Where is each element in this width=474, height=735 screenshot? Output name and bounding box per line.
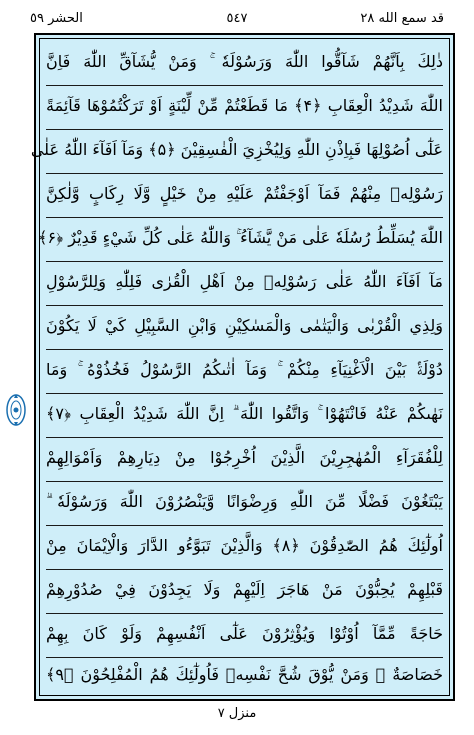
text-line: قَبْلِهِمْ يُحِبُّوْنَ مَنْ هَاجَرَ اِلَيْهِمْ وَلَا يَجِدُوْنَ فِيْ صُدُوْرِهِمْ <box>46 567 443 614</box>
text-line: خَصَاصَةٌ ۗ وَمَنْ يُّوْقَ شُحَّ نَفْسِهٖ فَاُولٰٓئِكَ هُمُ الْمُفْلِحُوْنَ ﴿۹﴾ <box>46 665 443 684</box>
page-number: ٥٤٧ <box>226 11 248 26</box>
text-line: مَآ اَفَآءَ اللّٰهُ عَلٰى رَسُوْلِهٖ مِنْ اَهْلِ الْقُرٰى فَلِلّٰهِ وَلِلرَّسُوْلِ <box>46 259 443 306</box>
hizb-marker-icon <box>4 392 28 428</box>
text-frame-inner <box>30 38 450 696</box>
text-line: اللّٰهَ شَدِيْدُ الْعِقَابِ ﴿۴﴾ مَا قَطَعْتُمْ مِّنْ لِّيْنَةٍ اَوْ تَرَكْتُمُوْهَا قَآئِمَةً <box>46 83 443 130</box>
page-header <box>30 8 444 30</box>
text-line: دُوْلَةًۢ بَيْنَ الْاَغْنِيَآءِ مِنْكُمْ ۚ وَمَآ اٰتٰىكُمُ الرَّسُوْلُ فَخُذُوْهُ ۚ وَمَا <box>46 347 443 394</box>
manzil-label: منزل ٧ <box>217 706 257 721</box>
text-line: اُولٰٓئِكَ هُمُ الصّٰدِقُوْنَ ﴿۸﴾ وَالَّذِيْنَ تَبَوَّءُو الدَّارَ وَالْاِيْمَانَ مِنْ <box>46 523 443 570</box>
surah-name: الحشر ٥٩ <box>30 11 83 26</box>
text-frame <box>30 33 455 701</box>
text-line: عَلٰٓى اُصُوْلِهَا فَبِاِذْنِ اللّٰهِ وَلِيُخْزِيَ الْفٰسِقِيْنَ ﴿۵﴾ وَمَآ اَفَآءَ اللّٰهُ عَلٰى <box>46 127 443 174</box>
text-line: حَاجَةً مِّمَّآ اُوْتُوْا وَيُؤْثِرُوْنَ عَلٰٓى اَنْفُسِهِمْ وَلَوْ كَانَ بِهِمْ <box>46 611 443 658</box>
text-line: لِلْفُقَرَآءِ الْمُهٰجِرِيْنَ الَّذِيْنَ اُخْرِجُوْا مِنْ دِيَارِهِمْ وَاَمْوَالِهِمْ <box>46 435 443 482</box>
text-line: يَبْتَغُوْنَ فَضْلًا مِّنَ اللّٰهِ وَرِضْوَانًا وَّيَنْصُرُوْنَ اللّٰهَ وَرَسُوْلَهٗ ۗ <box>46 479 443 526</box>
text-line: رَسُوْلِهٖ مِنْهُمْ فَمَآ اَوْجَفْتُمْ عَلَيْهِ مِنْ خَيْلٍ وَّلَا رِكَابٍ وَّلٰكِنَّ <box>46 171 443 218</box>
text-line: نَهٰىكُمْ عَنْهُ فَانْتَهُوْا ۚ وَاتَّقُوا اللّٰهَ ۗ اِنَّ اللّٰهَ شَدِيْدُ الْعِقَابِ ﴿۷﴾ <box>46 391 443 438</box>
text-line: وَلِذِي الْقُرْبٰى وَالْيَتٰمٰى وَالْمَسٰكِيْنِ وَابْنِ السَّبِيْلِ كَيْ لَا يَكُوْنَ <box>46 303 443 350</box>
text-line: ذٰلِكَ بِاَنَّهُمْ شَآقُّوا اللّٰهَ وَرَسُوْلَهٗ ۚ وَمَنْ يُّشَآقِّ اللّٰهَ فَاِنَّ <box>46 39 443 86</box>
juz-name: قد سمع الله ٢٨ <box>360 11 444 26</box>
text-line: اللّٰهَ يُسَلِّطُ رُسُلَهٗ عَلٰى مَنْ يَّشَآءُ ۚ وَاللّٰهُ عَلٰى كُلِّ شَيْءٍ قَدِيْرٌ ﴿۶﴾ <box>46 215 443 262</box>
